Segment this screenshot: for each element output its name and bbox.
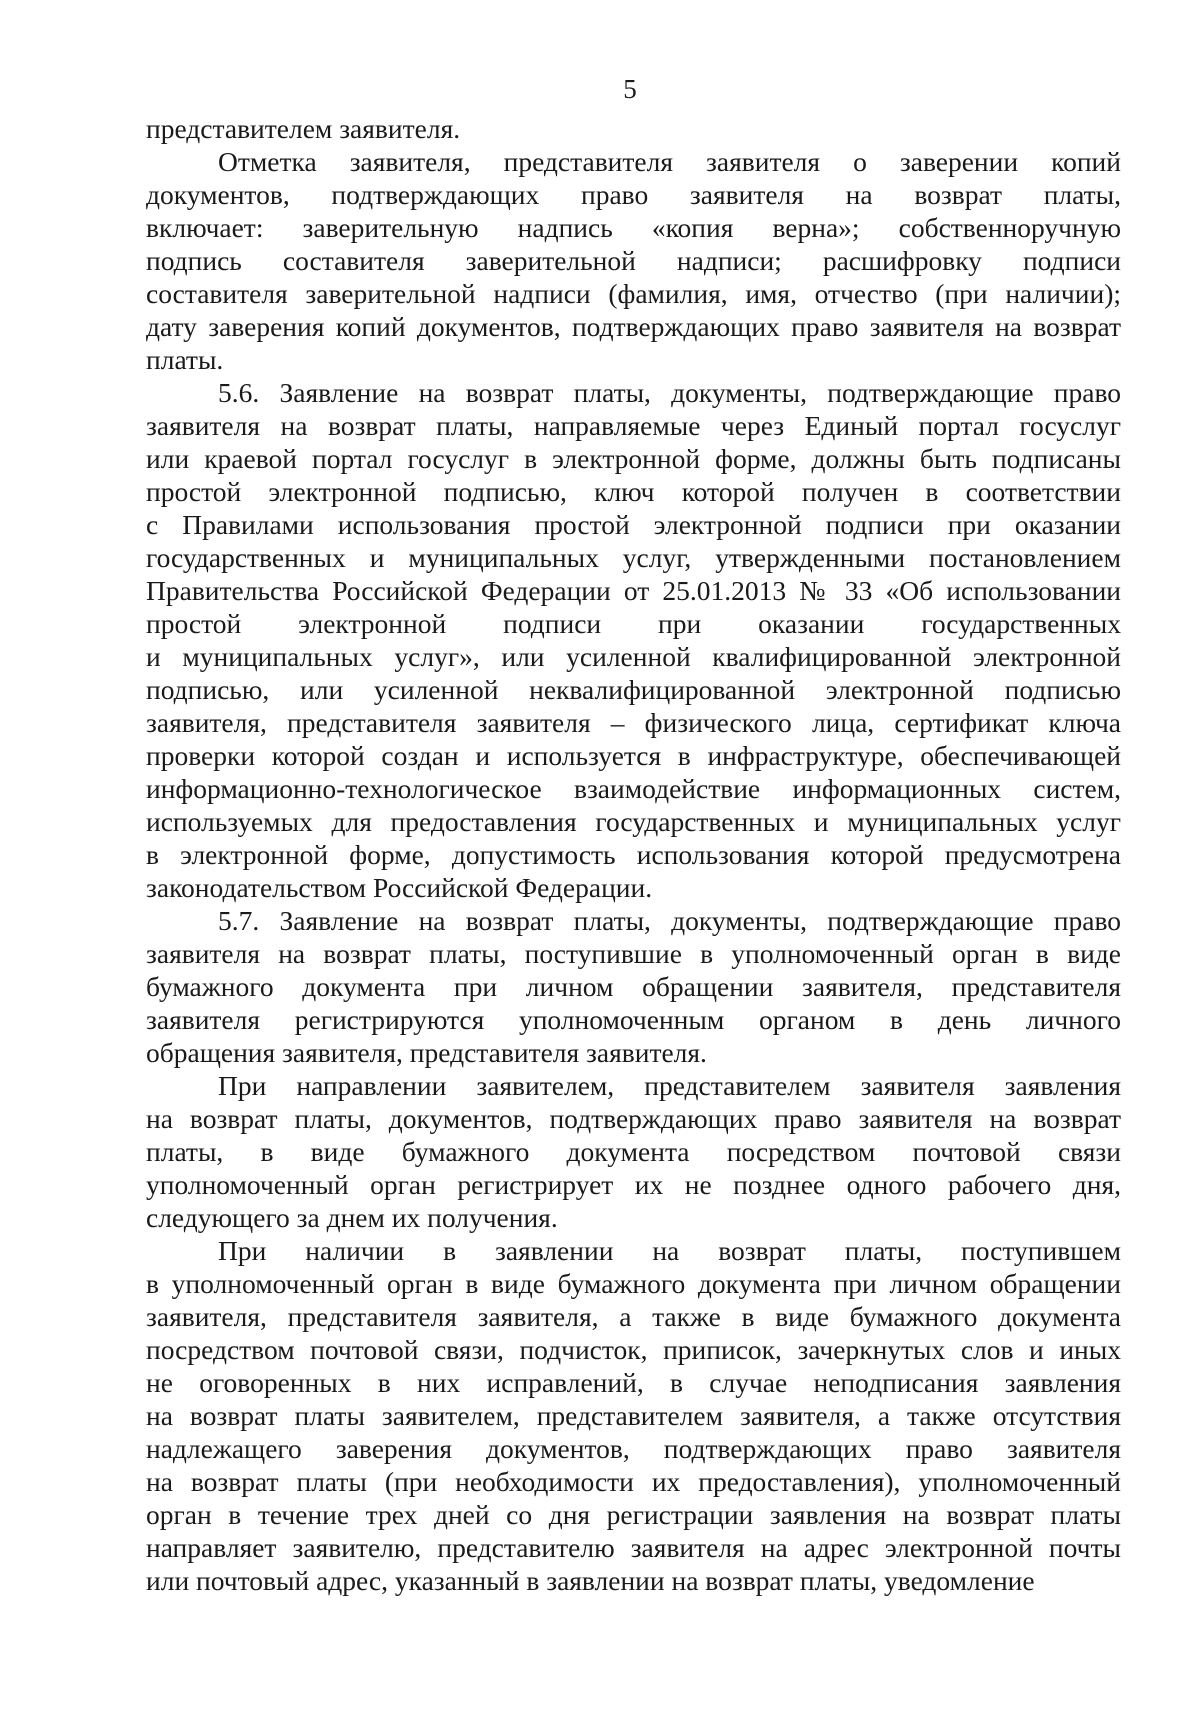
paragraph: [146, 112, 1121, 145]
text-line: орган в течение трех дней со дня регистрации заявления на возврат платы: [146, 1499, 1121, 1530]
text-line: на возврат платы (при необходимости их предоставления), уполномоченный: [146, 1466, 1121, 1497]
text-line: заявителя на возврат платы, направляемые через Единый портал госуслуг: [146, 410, 1121, 441]
text-line: направляет заявителю, представителю заявителя на адрес электронной почты: [146, 1532, 1121, 1563]
text-line: простой электронной подписью, ключ которой получен в соответствии: [146, 476, 1121, 507]
text-line: заявителя регистрируются уполномоченным органом в день личного: [146, 1004, 1121, 1035]
text-line: дату заверения копий документов, подтверждающих право заявителя на возврат: [146, 311, 1121, 342]
text-line: уполномоченный орган регистрирует их не позднее одного рабочего дня,: [146, 1169, 1121, 1200]
text-line: платы.: [146, 344, 224, 375]
text-line: и муниципальных услуг», или усиленной квалифицированной электронной: [146, 641, 1121, 672]
text-line: заявителя на возврат платы, поступившие в уполномоченный орган в виде: [146, 938, 1121, 969]
text-line: Отметка заявителя, представителя заявителя о заверении копий: [218, 146, 1121, 177]
paragraph: [146, 904, 1121, 1069]
text-line: платы, в виде бумажного документа посредством почтовой связи: [146, 1136, 1121, 1167]
text-line: При наличии в заявлении на возврат платы, поступившем: [218, 1235, 1121, 1266]
text-line: заявителя, представителя заявителя – физического лица, сертификат ключа: [146, 707, 1121, 738]
text-line: информационно-технологическое взаимодействие информационных систем,: [146, 773, 1121, 804]
text-line: или почтовый адрес, указанный в заявлении на возврат платы, уведомление: [146, 1565, 1035, 1596]
paragraph: [146, 145, 1121, 376]
text-line: При направлении заявителем, представителем заявителя заявления: [218, 1070, 1121, 1101]
text-line: или краевой портал госуслуг в электронной форме, должны быть подписаны: [146, 443, 1121, 474]
text-line: с Правилами использования простой электронной подписи при оказании: [146, 509, 1121, 540]
text-line: простой электронной подписи при оказании государственных: [146, 608, 1121, 639]
page-number: 5: [623, 74, 637, 104]
paragraph: [146, 376, 1121, 904]
text-line: бумажного документа при личном обращении заявителя, представителя: [146, 971, 1121, 1002]
text-line: в уполномоченный орган в виде бумажного документа при личном обращении: [146, 1268, 1121, 1299]
text-line: 5.7. Заявление на возврат платы, документы, подтверждающие право: [218, 905, 1121, 936]
text-line: следующего за днем их получения.: [146, 1202, 558, 1233]
text-line: законодательством Российской Федерации.: [146, 872, 653, 903]
text-line: в электронной форме, допустимость использования которой предусмотрена: [146, 839, 1121, 870]
text-line: на возврат платы заявителем, представителем заявителя, а также отсутствия: [146, 1400, 1121, 1431]
text-line: включает: заверительную надпись «копия верна»; собственноручную: [146, 212, 1121, 243]
text-line: не оговоренных в них исправлений, в случае неподписания заявления: [146, 1367, 1121, 1398]
text-line: подпись составителя заверительной надписи; расшифровку подписи: [146, 245, 1121, 276]
text-line: на возврат платы, документов, подтверждающих право заявителя на возврат: [146, 1103, 1121, 1134]
text-line: проверки которой создан и используется в инфраструктуре, обеспечивающей: [146, 740, 1121, 771]
text-line: подписью, или усиленной неквалифицированной электронной подписью: [146, 674, 1121, 705]
text-line: используемых для предоставления государственных и муниципальных услуг: [146, 806, 1121, 837]
text-line: государственных и муниципальных услуг, утвержденными постановлением: [146, 542, 1121, 573]
document-body: [146, 112, 1121, 1597]
text-line: надлежащего заверения документов, подтверждающих право заявителя: [146, 1433, 1121, 1464]
text-line: Правительства Российской Федерации от 25.01.2013 № 33 «Об использовании: [146, 575, 1121, 606]
paragraph: [146, 1069, 1121, 1234]
paragraph: [146, 1234, 1121, 1597]
text-line: посредством почтовой связи, подчисток, приписок, зачеркнутых слов и иных: [146, 1334, 1121, 1365]
text-line: документов, подтверждающих право заявителя на возврат платы,: [146, 179, 1121, 210]
text-line: представителем заявителя.: [146, 113, 461, 144]
text-line: 5.6. Заявление на возврат платы, документы, подтверждающие право: [218, 377, 1121, 408]
text-line: заявителя, представителя заявителя, а также в виде бумажного документа: [146, 1301, 1121, 1332]
text-line: составителя заверительной надписи (фамилия, имя, отчество (при наличии);: [146, 278, 1121, 309]
text-line: обращения заявителя, представителя заявителя.: [146, 1037, 707, 1068]
